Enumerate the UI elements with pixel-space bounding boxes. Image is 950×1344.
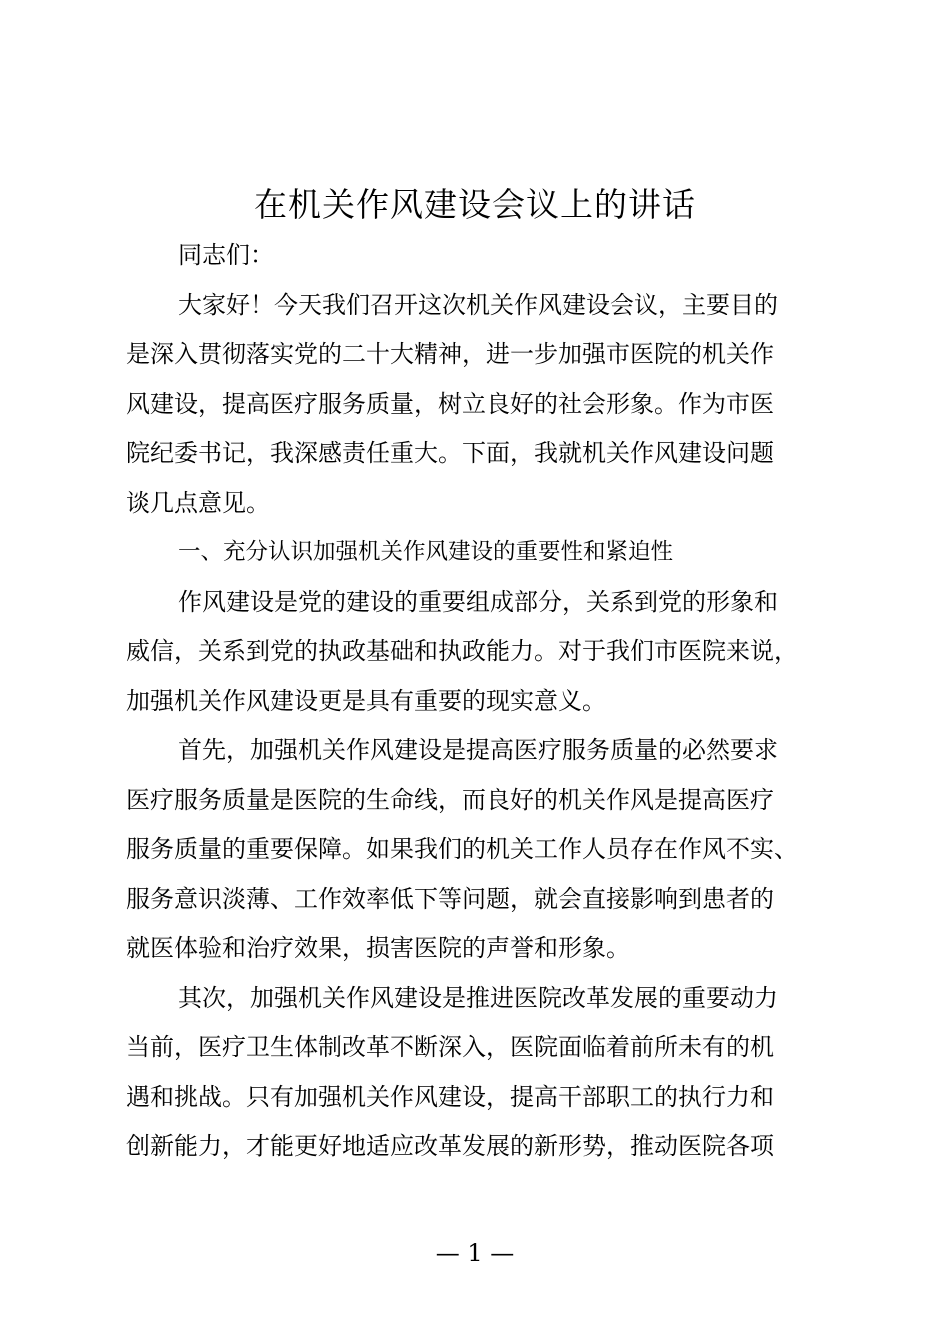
paragraph-line: 大家好！今天我们召开这次机关作风建设会议，主要目的 [178,290,778,319]
paragraph-line: 当前，医疗卫生体制改革不断深入，医院面临着前所未有的机 [126,1033,774,1061]
paragraph-line: 谈几点意见。 [126,488,270,517]
paragraph-line: 医疗服务质量是医院的生命线，而良好的机关作风是提高医疗 [126,785,774,814]
paragraph-importance [126,578,838,727]
page-number: — 1 — [435,1239,515,1267]
paragraph-line: 就医体验和治疗效果，损害医院的声誉和形象。 [126,934,630,962]
section-heading-1 [126,528,838,578]
paragraph-line: 遇和挑战。只有加强机关作风建设，提高干部职工的执行力和 [126,1082,774,1111]
salutation [126,231,838,281]
paragraph-line: 创新能力，才能更好地适应改革发展的新形势，推动医院各项 [126,1132,774,1160]
document-title: 在机关作风建设会议上的讲话 [254,185,696,224]
paragraph-line: 首先，加强机关作风建设是提高医疗服务质量的必然要求 [178,736,778,764]
paragraph-first-point [126,726,838,974]
paragraph-line: 风建设，提高医疗服务质量，树立良好的社会形象。作为市医 [126,389,774,418]
salutation-line: 同志们： [178,241,274,269]
paragraph-line: 加强机关作风建设更是具有重要的现实意义。 [126,686,606,715]
document-body [126,231,838,1172]
paragraph-line: 服务意识淡薄、工作效率低下等问题，就会直接影响到患者的 [126,884,774,913]
paragraph-line: 威信，关系到党的执政基础和执政能力。对于我们市医院来说， [126,637,798,665]
paragraph-opening [126,281,838,529]
paragraph-second-point [126,974,838,1172]
paragraph-line: 院纪委书记，我深感责任重大。下面，我就机关作风建设问题 [126,439,774,467]
paragraph-line: 作风建设是党的建设的重要组成部分，关系到党的形象和 [178,587,778,616]
paragraph-line: 服务质量的重要保障。如果我们的机关工作人员存在作风不实、 [126,835,798,863]
paragraph-line: 是深入贯彻落实党的二十大精神，进一步加强市医院的机关作 [126,340,774,368]
section-heading-line: 一、充分认识加强机关作风建设的重要性和紧迫性 [178,539,674,565]
paragraph-line: 其次，加强机关作风建设是推进医院改革发展的重要动力 [178,983,778,1012]
